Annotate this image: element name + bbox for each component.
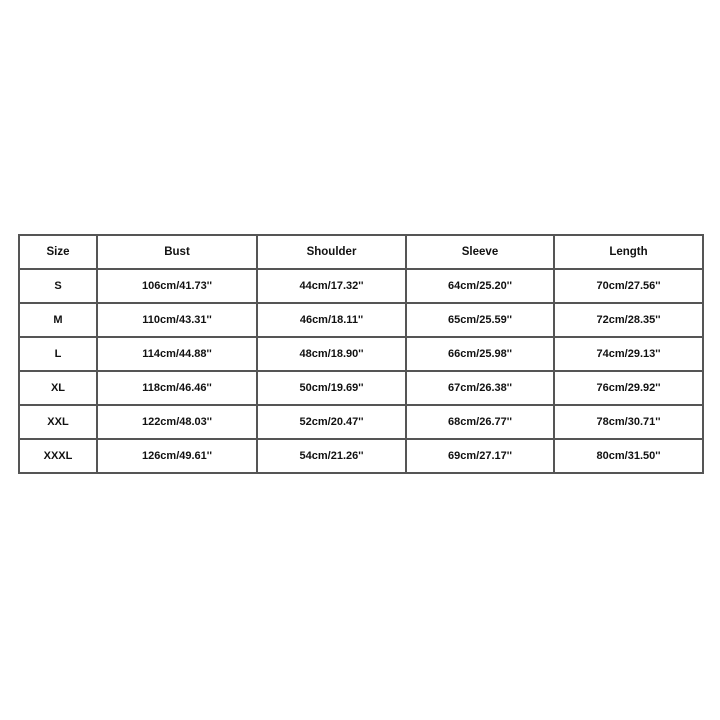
sleeve-cell: 67cm/26.38'' <box>406 371 554 405</box>
sleeve-cell: 65cm/25.59'' <box>406 303 554 337</box>
size-cell: M <box>19 303 97 337</box>
length-cell: 80cm/31.50'' <box>554 439 703 473</box>
table-row <box>19 371 703 405</box>
shoulder-cell: 48cm/18.90'' <box>257 337 406 371</box>
size-cell: XXXL <box>19 439 97 473</box>
length-cell: 74cm/29.13'' <box>554 337 703 371</box>
bust-cell: 106cm/41.73'' <box>97 269 257 303</box>
shoulder-cell: 54cm/21.26'' <box>257 439 406 473</box>
length-cell: 72cm/28.35'' <box>554 303 703 337</box>
bust-cell: 114cm/44.88'' <box>97 337 257 371</box>
sleeve-cell: 66cm/25.98'' <box>406 337 554 371</box>
size-cell: XXL <box>19 405 97 439</box>
shoulder-cell: 50cm/19.69'' <box>257 371 406 405</box>
bust-cell: 110cm/43.31'' <box>97 303 257 337</box>
size-cell: S <box>19 269 97 303</box>
table-header-row <box>19 235 703 269</box>
header-length: Length <box>554 235 703 269</box>
size-chart-table <box>18 234 704 474</box>
table-row <box>19 269 703 303</box>
header-shoulder: Shoulder <box>257 235 406 269</box>
header-sleeve: Sleeve <box>406 235 554 269</box>
header-size: Size <box>19 235 97 269</box>
length-cell: 78cm/30.71'' <box>554 405 703 439</box>
shoulder-cell: 44cm/17.32'' <box>257 269 406 303</box>
length-cell: 70cm/27.56'' <box>554 269 703 303</box>
bust-cell: 122cm/48.03'' <box>97 405 257 439</box>
bust-cell: 126cm/49.61'' <box>97 439 257 473</box>
table-row <box>19 405 703 439</box>
size-cell: L <box>19 337 97 371</box>
sleeve-cell: 64cm/25.20'' <box>406 269 554 303</box>
shoulder-cell: 52cm/20.47'' <box>257 405 406 439</box>
sleeve-cell: 69cm/27.17'' <box>406 439 554 473</box>
table-row <box>19 303 703 337</box>
shoulder-cell: 46cm/18.11'' <box>257 303 406 337</box>
bust-cell: 118cm/46.46'' <box>97 371 257 405</box>
sleeve-cell: 68cm/26.77'' <box>406 405 554 439</box>
header-bust: Bust <box>97 235 257 269</box>
size-cell: XL <box>19 371 97 405</box>
table-row <box>19 337 703 371</box>
table-row <box>19 439 703 473</box>
length-cell: 76cm/29.92'' <box>554 371 703 405</box>
